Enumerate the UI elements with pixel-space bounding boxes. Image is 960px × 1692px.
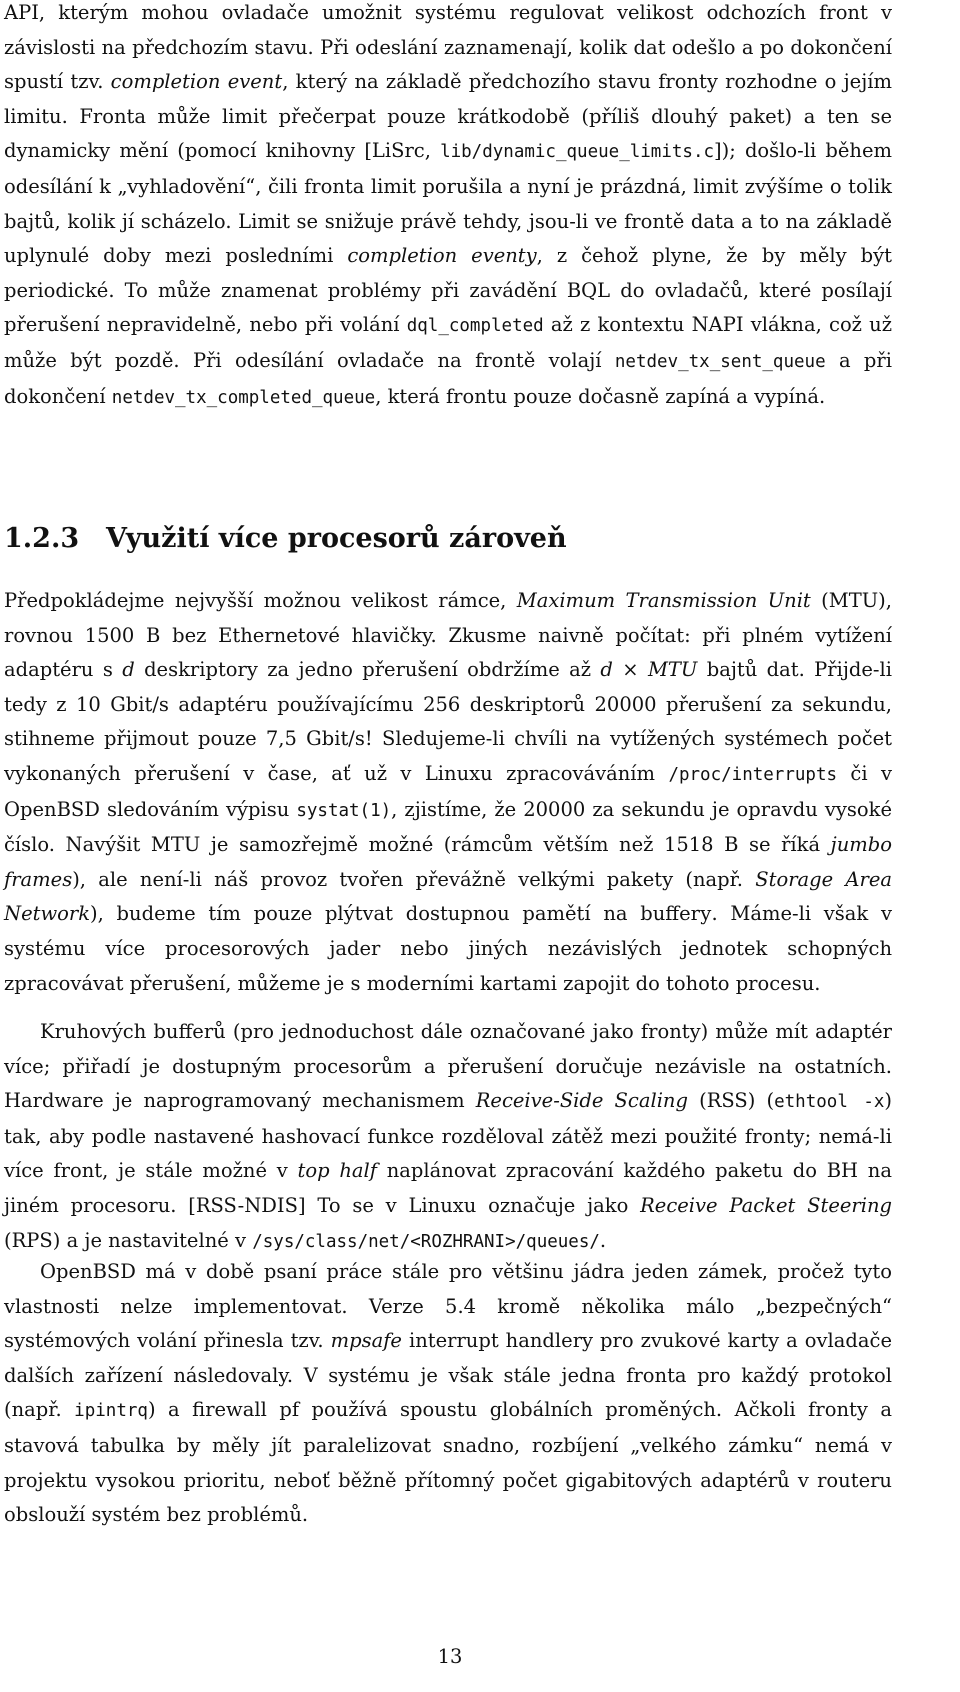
text-run: deskriptory za jedno přerušení obdržíme až xyxy=(134,658,601,682)
text-run: naplánovat zpracování každého paketu do BH na jiném procesoru. [RSS-NDIS] To se v Linuxu označuje jako xyxy=(4,1159,892,1217)
text-run: ) tak, aby podle nastavené hashovací funkce rozděloval zátěž mezi použité fronty; nemá-li více front, je stále možné v xyxy=(4,1089,892,1183)
page-number: 13 xyxy=(437,1645,463,1668)
code-run: netdev_tx_sent_queue xyxy=(614,351,826,372)
emphasis-run: Receive Packet Steering xyxy=(640,1193,892,1217)
text-run: či v OpenBSD sledováním výpisu xyxy=(4,761,892,821)
section-heading xyxy=(4,519,567,559)
text-run: , z čehož plyne, že by měly být periodické. To může znamenat problémy při zavádění BQL do ovladačů, které posílají přerušení nepravidelně, nebo při volání xyxy=(4,244,892,337)
math-run: d × MTU xyxy=(600,658,698,682)
text-run: ) a firewall pf používá spoustu globálních proměných. Ačkoli fronty a stavová tabulka by měly jít paralelizovat snadno, rozbíjení „velkého zámku“ nemá v projektu vysokou prioritu, neboť běžně přítomný počet gigabitových adaptérů v routeru obslouží systém bez problémů. xyxy=(4,1398,892,1527)
text-run: , zjistíme, že 20000 za sekundu je opravdu vysoké číslo. Navýšit MTU je samozřejmě možné (rámcům větším než 1518 B se říká xyxy=(4,797,892,857)
paragraph-bql xyxy=(4,0,892,415)
emphasis-run: completion eventy xyxy=(347,244,537,268)
paragraph-mtu xyxy=(4,584,892,1001)
text-run: ), budeme tím pouze plýtvat dostupnou pamětí na bufferу. Máme-li však v systému více procesorových jader nebo jiných nezávislých jednotek schopných zpracovávat přerušení, můžeme je s moderními kartami zapojit do tohoto procesu. xyxy=(4,902,892,995)
text-run: API, kterým mohou ovladače umožnit systému regulovat velikost odchozích front v závislosti na předchozím stavu. Při odeslání zaznamenají, kolik dat odešlo a po dokončení spustí tzv. xyxy=(4,1,892,94)
paragraph-openbsd xyxy=(4,1255,892,1533)
emphasis-run: jumbo frames xyxy=(4,833,892,891)
emphasis-run: Receive-Side Scaling xyxy=(475,1089,688,1113)
section-number: 1.2.3 xyxy=(4,523,80,554)
text-run: interrupt handlery pro zvukové karty a ovladače dalších zařízení následovaly. V systému je však stále jedna fronta pro každý protokol (např. xyxy=(4,1329,892,1422)
math-run: d xyxy=(122,658,135,682)
code-run: ipintrq xyxy=(74,1401,148,1422)
text-run: bajtů dat. Přijde-li tedy z 10 Gbit/s adaptéru používajícímu 256 deskriptorů 20000 přerušení za sekundu, stihneme přijmout pouze 7,5 Gbit/s! Sledujeme-li chvíli na vytížených systémech počet vykonaných přerušení v čase, ať už v Linuxu zpracováváním xyxy=(4,658,892,785)
text-run: (MTU), rovnou 1500 B bez Ethernetové hlavičky. Zkusme naivně počítat: při plném vytížení adaptéru s xyxy=(4,589,892,682)
text-run: ]); došlo-li během odesílání k „vyhladovění“, čili fronta limit porušila a nyní je prázdná, limit zvýšíme o tolik bajtů, kolik jí scházelo. Limit se snižuje právě tehdy, jsou-li ve frontě data a to na základě uplynulé doby mezi posledními xyxy=(4,139,892,268)
text-run: , který na základě předchozího stavu fronty rozhodne o jejím limitu. Fronta může limit přečerpat pouze krátkodobě (příliš dlouhý paket) a ten se dynamicky mění (pomocí knihovny [LiSrc, xyxy=(4,70,892,163)
text-run: ), ale není-li náš provoz tvořen převážně velkými pakety (např. xyxy=(72,867,756,891)
emphasis-run: Maximum Transmission Unit xyxy=(516,589,811,612)
text-run: až z kontextu NAPI vlákna, což už může být pozdě. Při odesílání ovladače na frontě volají xyxy=(4,313,892,372)
emphasis-run: top half xyxy=(297,1159,377,1183)
code-run: ethtool -x xyxy=(774,1092,885,1113)
code-run: lib/dynamic_queue_limits.c xyxy=(440,142,715,163)
code-run: systat(1) xyxy=(296,800,392,821)
code-run: netdev_tx_completed_queue xyxy=(111,387,376,408)
text-run: Předpokládejme nejvyšší možnou velikost rámce, xyxy=(4,589,517,612)
text-run: , která frontu pouze dočasně zapíná a vypíná. xyxy=(375,384,826,408)
emphasis-run: mpsafe xyxy=(330,1329,402,1353)
code-run: /proc/interrupts xyxy=(668,764,838,785)
emphasis-run: completion event xyxy=(110,70,283,94)
text-run: (RPS) a je nastavitelné v xyxy=(4,1228,253,1252)
text-run: . xyxy=(599,1228,607,1252)
paragraph-rss xyxy=(4,1015,892,1259)
text-run: (RSS) ( xyxy=(687,1089,775,1113)
section-title: Využití více procesorů zároveň xyxy=(106,523,567,554)
text-run: a při dokončení xyxy=(4,348,892,408)
text-run: Kruhových bufferů (pro jednoduchost dále označované jako fronty) může mít adaptér více; přiřadí je dostupným procesorům a přerušení doručuje nezávisle na ostatních. Hardware je naprogramovaný mechanismem xyxy=(4,1020,892,1113)
code-run: /sys/class/net/<ROZHRANI>/queues/ xyxy=(252,1231,600,1252)
emphasis-run: Storage Area Network xyxy=(4,867,892,926)
text-run: OpenBSD má v době psaní práce stále pro většinu jádra jeden zámek, pročež tyto vlastnosti nelze implementovat. Verze 5.4 kromě několika málo „bezpečných“ systémových volání přinesla tzv. xyxy=(4,1260,892,1353)
code-run: dql_completed xyxy=(406,316,544,337)
